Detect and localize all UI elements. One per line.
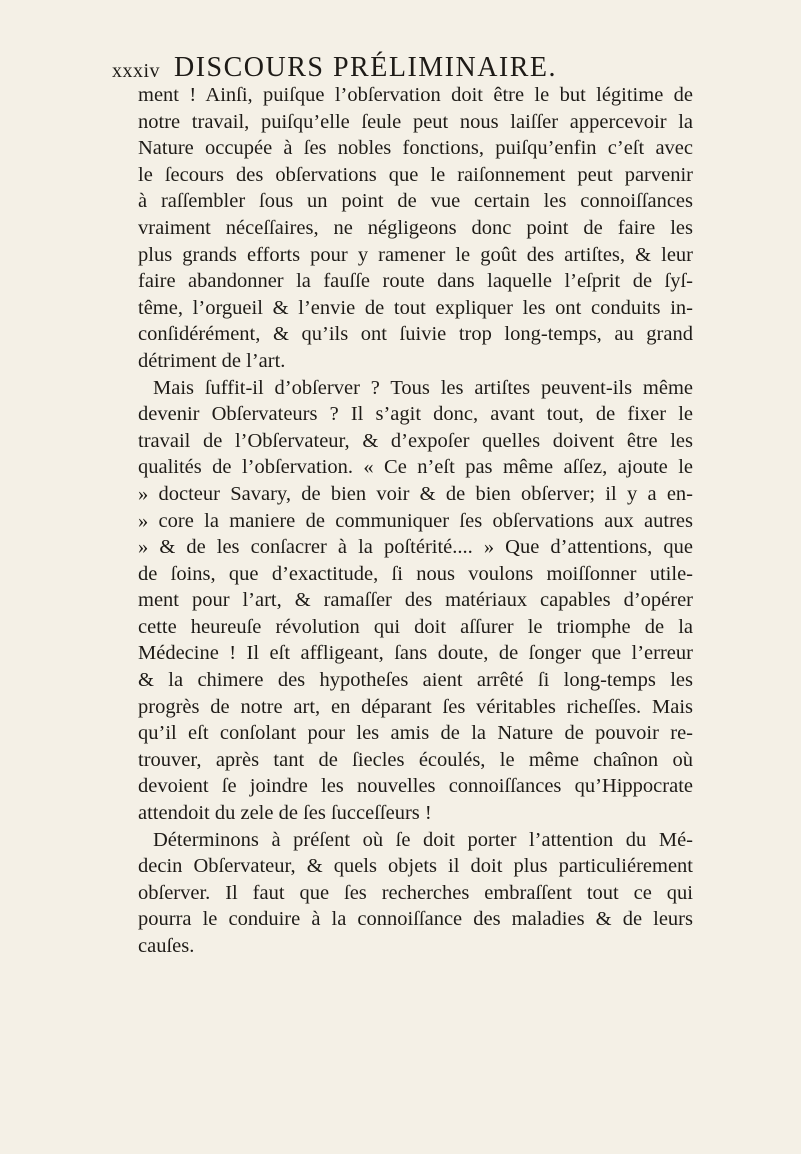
text-line: notre travail, puiſqu’elle ſeule peut nous laiſſer appercevoir la <box>138 110 693 133</box>
text-line: qu’il eſt conſolant pour les amis de la Nature de pouvoir re- <box>138 722 693 745</box>
text-line: Médecine ! Il eſt affligeant, ſans doute, de ſonger que l’erreur <box>138 642 693 665</box>
text-line: » docteur Savary, de bien voir & de bien obſerver; il y a en- <box>138 482 693 505</box>
text-line: devenir Obſervateurs ? Il s’agit donc, avant tout, de fixer le <box>138 403 693 426</box>
page-number: xxxiv <box>112 60 161 82</box>
text-line: vraiment néceſſaires, ne négligeons donc point de faire les <box>138 216 693 239</box>
text-line: faire abandonner la fauſſe route dans laquelle l’eſprit de ſyſ- <box>138 270 693 293</box>
text-line: ment pour l’art, & ramaſſer des matériaux capables d’opérer <box>138 589 693 612</box>
text-line: pourra le conduire à la connoiſſance des maladies & de leurs <box>138 908 693 931</box>
text-line: détriment de l’art. <box>138 349 286 372</box>
text-line: cette heureuſe révolution qui doit aſſurer le triomphe de la <box>138 615 693 638</box>
text-line: de ſoins, que d’exactitude, ſi nous voulons moiſſonner utile- <box>138 562 693 585</box>
text-line: Déterminons à préſent où ſe doit porter l’attention du Mé- <box>153 828 693 851</box>
text-line: qualités de l’obſervation. « Ce n’eſt pas même aſſez, ajoute le <box>138 456 693 479</box>
text-line: cauſes. <box>138 935 195 957</box>
text-line: obſerver. Il faut que ſes recherches embraſſent tout ce qui <box>138 881 693 904</box>
text-line: progrès de notre art, en déparant ſes véritables richeſſes. Mais <box>138 695 693 718</box>
body-text <box>138 82 693 960</box>
text-line: » & de les conſacrer à la poſtérité.... » Que d’attentions, que <box>138 536 693 559</box>
text-line: ment ! Ainſi, puiſque l’obſervation doit être le but légitime de <box>138 84 693 106</box>
text-line: trouver, après tant de ſiecles écoulés, le même chaînon où <box>138 748 693 771</box>
text-line: plus grands efforts pour y ramener le goût des artiſtes, & leur <box>138 243 693 266</box>
text-line: » core la maniere de communiquer ſes obſervations aux autres <box>138 509 693 532</box>
text-line: & la chimere des hypotheſes aient arrêté ſi long-temps les <box>138 669 693 692</box>
text-line: Mais ſuffit-il d’obſerver ? Tous les artiſtes peuvent-ils même <box>153 376 693 399</box>
text-line: devoient ſe joindre les nouvelles connoiſſances qu’Hippocrate <box>138 775 693 798</box>
text-line: conſidérément, & qu’ils ont ſuivie trop long-temps, au grand <box>138 323 693 346</box>
text-line: tême, l’orgueil & l’envie de tout expliquer les ont conduits in- <box>138 296 693 319</box>
text-line: à raſſembler ſous un point de vue certain les connoiſſances <box>138 190 693 213</box>
text-line: attendoit du zele de ſes ſucceſſeurs ! <box>138 802 432 825</box>
running-title: DISCOURS PRÉLIMINAIRE. <box>174 52 558 83</box>
page-header <box>112 52 692 84</box>
text-line: le ſecours des obſervations que le raiſonnement peut parvenir <box>138 163 693 186</box>
text-line: decin Obſervateur, & quels objets il doit plus particuliérement <box>138 855 693 878</box>
text-line: Nature occupée à ſes nobles fonctions, puiſqu’enfin c’eſt avec <box>138 137 693 160</box>
text-line: travail de l’Obſervateur, & d’expoſer quelles doivent être les <box>138 429 693 452</box>
